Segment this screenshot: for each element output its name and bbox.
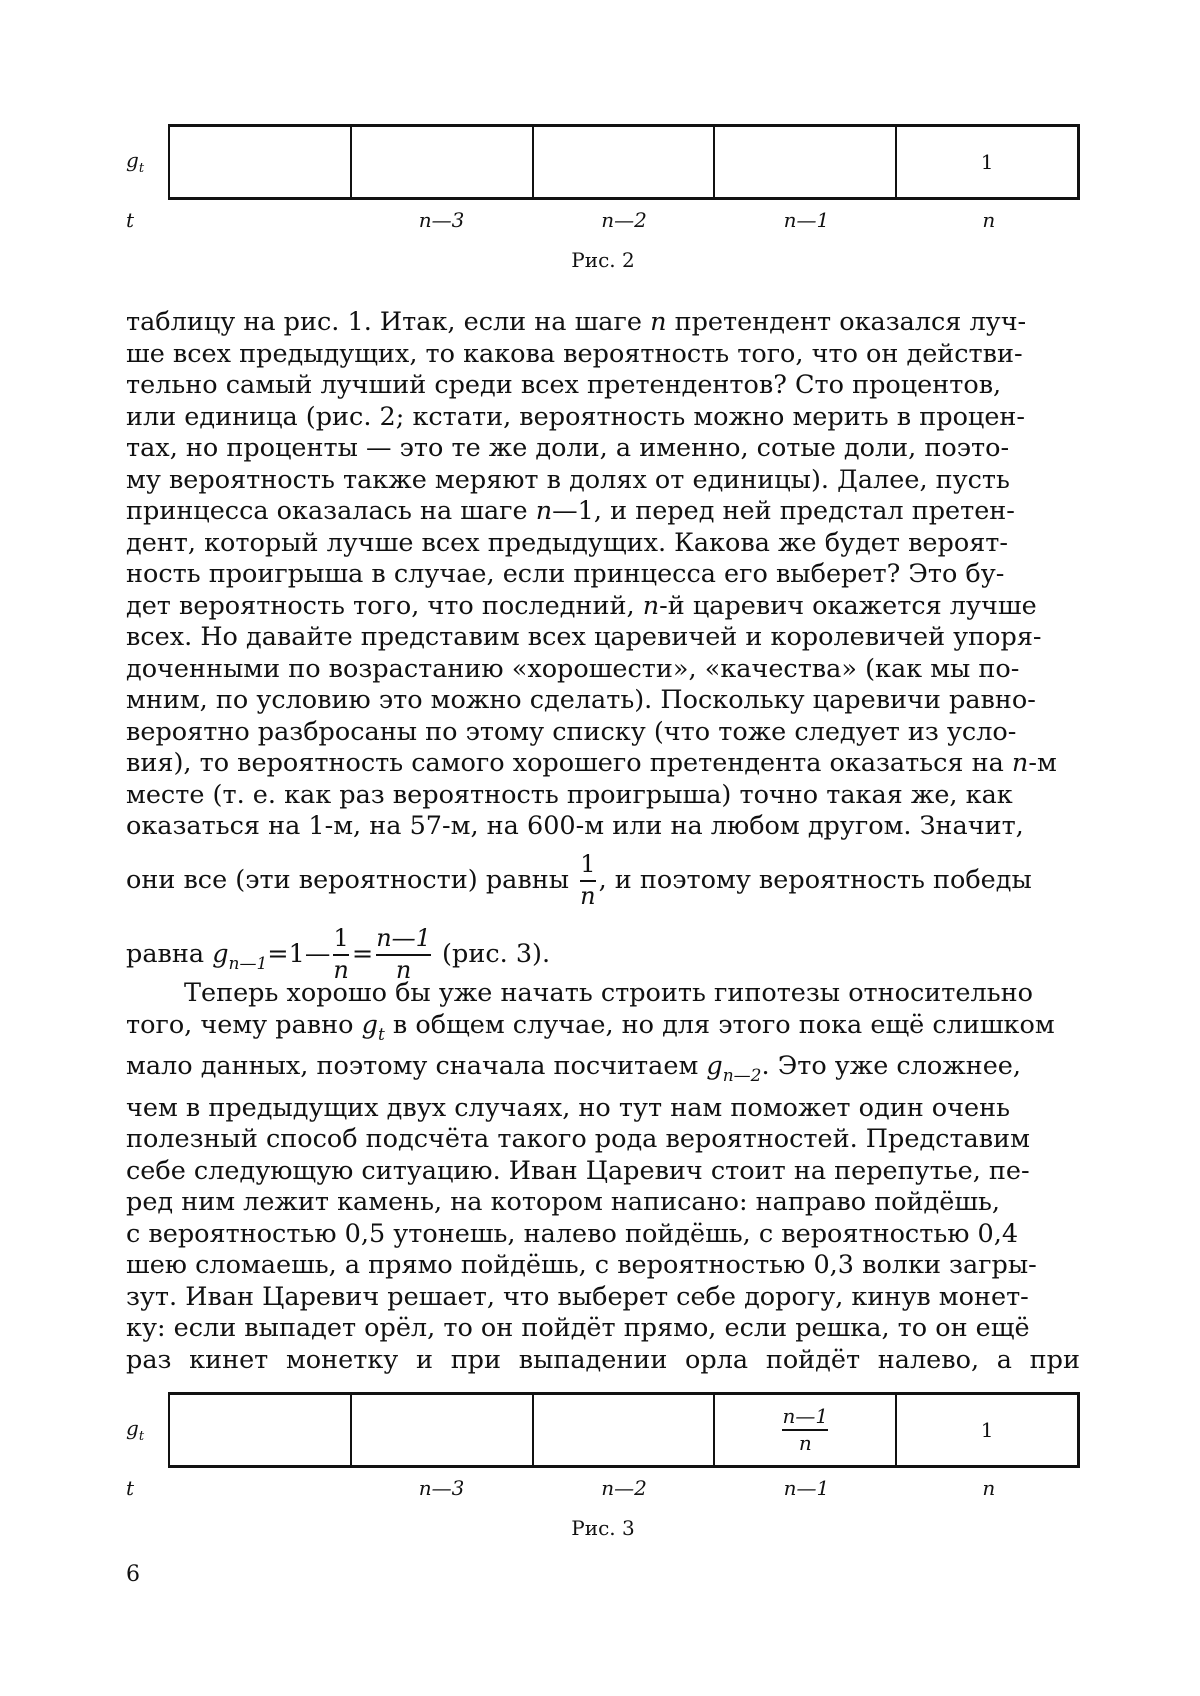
fraction-1-over-n: 1 n [333,926,348,983]
figure-3-t-label: n—2 [533,1476,715,1506]
figure-3-caption: Рис. 3 [126,1516,1080,1540]
text-line: вероятно разбросаны по этому списку (что тоже следует из усло- [126,717,1080,749]
figure-2-cell [168,127,350,197]
fraction-n-minus-1-over-n: n—1 n [376,926,431,983]
text-line: мним, по условию это можно сделать). Поскольку царевичи равно- [126,685,1080,717]
figure-2-row-label-g: gt [126,148,144,176]
page-number: 6 [126,1562,140,1587]
text-line: доченными по возрастанию «хорошести», «качества» (как мы по- [126,654,1080,686]
text-line: Теперь хорошо бы уже начать строить гипотезы относительно [126,978,1080,1010]
text-line: зут. Иван Царевич решает, что выберет себе дорогу, кинув монет- [126,1282,1080,1314]
figure-2-t-label: n—2 [533,208,715,238]
figure-3-row-label-g: gt [126,1416,144,1444]
text-line: ред ним лежит камень, на котором написано: направо пойдёшь, [126,1187,1080,1219]
figure-3-table [168,1392,1080,1468]
text-line: дент, который лучше всех предыдущих. Какова же будет вероят- [126,528,1080,560]
text-line: таблицу на рис. 1. Итак, если на шаге n претендент оказался луч- [126,307,1080,339]
figure-3-t-label: n—1 [715,1476,897,1506]
text-line: оказаться на 1-м, на 57-м, на 600-м или на любом другом. Значит, [126,811,1080,843]
figure-2-t-label: n—1 [715,208,897,238]
figure-2-t-labels [168,208,1080,238]
text-line: раз кинет монетку и при выпадении орла пойдёт налево, а при [126,1345,1080,1377]
text-line: дет вероятность того, что последний, n-й царевич окажется лучше [126,591,1080,623]
text-line: му вероятность также меряют в долях от единицы). Далее, пусть [126,465,1080,497]
figure-2 [126,124,1080,274]
figure-3-t-label: n [898,1476,1080,1506]
fraction-n-minus-1-over-n: n—1 n [782,1406,828,1454]
text-line: или единица (рис. 2; кстати, вероятность можно мерить в процен- [126,402,1080,434]
text-line: ше всех предыдущих, то какова вероятность того, что он действи- [126,339,1080,371]
figure-3-row-label-t: t [126,1476,134,1500]
text-line: месте (т. е. как раз вероятность проигрыша) точно такая же, как [126,780,1080,812]
text-line-formula: равна gn—1=1— 1 n = n—1 n (рис. 3). [126,917,1080,1001]
figure-2-cell: 1 [895,127,1080,197]
text-line: чем в предыдущих двух случаях, но тут нам поможет один очень [126,1093,1080,1125]
paragraph-1 [126,307,1080,1001]
paragraph-2 [126,978,1080,1376]
fraction-1-over-n: 1 n [580,852,595,909]
text-line: принцесса оказалась на шаге n—1, и перед ней предстал претен- [126,496,1080,528]
figure-3-cell-fraction [713,1395,895,1465]
text-line: ность проигрыша в случае, если принцесса его выберет? Это бу- [126,559,1080,591]
figure-2-table [168,124,1080,200]
text-line-fraction: они все (эти вероятности) равны 1 n , и поэтому вероятность победы [126,843,1080,917]
text-line: того, чему равно gt в общем случае, но для этого пока ещё слишком [126,1010,1080,1052]
figure-2-cell [713,127,895,197]
figure-3 [126,1392,1080,1542]
figure-2-cell [532,127,714,197]
figure-3-cell [168,1395,350,1465]
text-line: шею сломаешь, а прямо пойдёшь, с вероятностью 0,3 волки загры- [126,1250,1080,1282]
figure-2-cell [350,127,532,197]
figure-3-t-label [168,1476,350,1506]
figure-2-t-label: n [898,208,1080,238]
figure-3-cell: 1 [895,1395,1080,1465]
text-line: всех. Но давайте представим всех царевичей и королевичей упоря- [126,622,1080,654]
text-line: тельно самый лучший среди всех претендентов? Сто процентов, [126,370,1080,402]
text-line: ку: если выпадет орёл, то он пойдёт прямо, если решка, то он ещё [126,1313,1080,1345]
figure-2-caption: Рис. 2 [126,248,1080,272]
figure-3-t-labels [168,1476,1080,1506]
text-line: с вероятностью 0,5 утонешь, налево пойдёшь, с вероятностью 0,4 [126,1219,1080,1251]
text-line: себе следующую ситуацию. Иван Царевич стоит на перепутье, пе- [126,1156,1080,1188]
figure-2-row-label-t: t [126,208,134,232]
figure-3-cell [532,1395,714,1465]
text-line: вия), то вероятность самого хорошего претендента оказаться на n-м [126,748,1080,780]
figure-2-t-label: n—3 [350,208,532,238]
figure-3-cell [350,1395,532,1465]
text-line: тах, но проценты — это те же доли, а именно, сотые доли, поэто- [126,433,1080,465]
text-line: мало данных, поэтому сначала посчитаем gn—2. Это уже сложнее, [126,1051,1080,1093]
figure-3-t-label: n—3 [350,1476,532,1506]
text-line: полезный способ подсчёта такого рода вероятностей. Представим [126,1124,1080,1156]
figure-2-t-label [168,208,350,238]
